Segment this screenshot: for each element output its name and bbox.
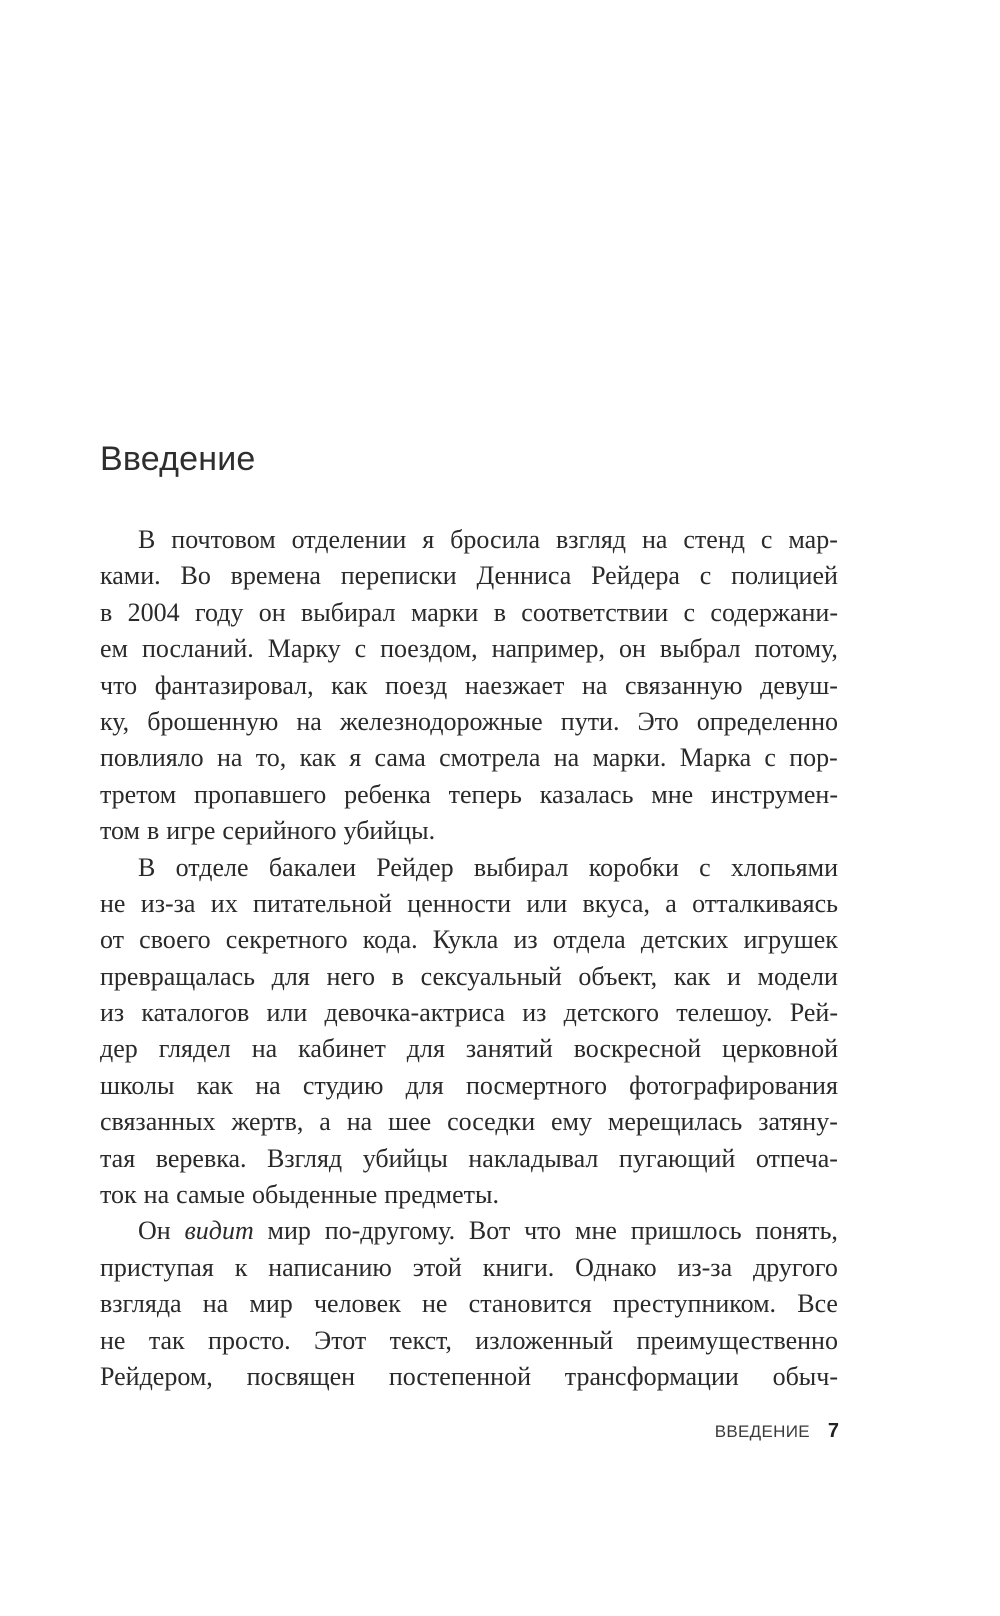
- text-line: в 2004 году он выбирал марки в соответствии с содержани-: [100, 597, 838, 627]
- text-line: Он видит мир по-другому. Вот что мне пришлось понять,: [138, 1216, 838, 1246]
- text-line: третом пропавшего ребенка теперь казалась мне инструмен-: [100, 779, 838, 809]
- text-line: связанных жертв, а на шее соседки ему мерещилась затяну-: [100, 1107, 838, 1137]
- text-line: повлияло на то, как я сама смотрела на марки. Марка с пор-: [100, 743, 838, 773]
- chapter-title: Введение: [100, 440, 256, 478]
- body-text: [100, 522, 838, 1395]
- text-line: ку, брошенную на железнодорожные пути. Это определенно: [100, 706, 838, 736]
- text-line: В почтовом отделении я бросила взгляд на стенд с мар-: [138, 525, 838, 554]
- paragraph: [100, 850, 838, 1214]
- text-line: том в игре серийного убийцы.: [100, 816, 436, 846]
- text-line: что фантазировал, как поезд наезжает на связанную девуш-: [100, 670, 838, 700]
- text-line: тая веревка. Взгляд убийцы накладывал пугающий отпеча-: [100, 1143, 838, 1173]
- paragraph: [100, 522, 838, 850]
- text-line: Рейдером, посвящен постепенной трансформации обыч-: [100, 1361, 838, 1391]
- text-line: из каталогов или девочка-актриса из детского телешоу. Рей-: [100, 998, 838, 1028]
- text-line: не так просто. Этот текст, изложенный преимущественно: [100, 1325, 838, 1355]
- text-line: школы как на студию для посмертного фотографирования: [100, 1070, 838, 1100]
- text-line: ем посланий. Марку с поездом, например, он выбрал потому,: [100, 634, 838, 664]
- running-head: [620, 1420, 839, 1443]
- text-line: взгляда на мир человек не становится преступником. Все: [100, 1289, 838, 1319]
- text-line: приступая к написанию этой книги. Однако из-за другого: [100, 1252, 838, 1282]
- page-number: 7: [827, 1420, 839, 1442]
- text-line: превращалась для него в сексуальный объект, как и модели: [100, 961, 838, 991]
- paragraph: [100, 1213, 838, 1395]
- text-line: ток на самые обыденные предметы.: [100, 1180, 499, 1210]
- text-line: от своего секретного кода. Кукла из отдела детских игрушек: [100, 925, 838, 955]
- text-line: В отделе бакалеи Рейдер выбирал коробки с хлопьями: [138, 852, 838, 882]
- text-line: ками. Во времена переписки Денниса Рейдера с полицией: [100, 561, 838, 591]
- text-line: не из-за их питательной ценности или вкуса, а отталкиваясь: [100, 888, 838, 918]
- running-head-label: ВВЕДЕНИЕ: [714, 1422, 810, 1441]
- text-line: дер глядел на кабинет для занятий воскресной церковной: [100, 1034, 838, 1064]
